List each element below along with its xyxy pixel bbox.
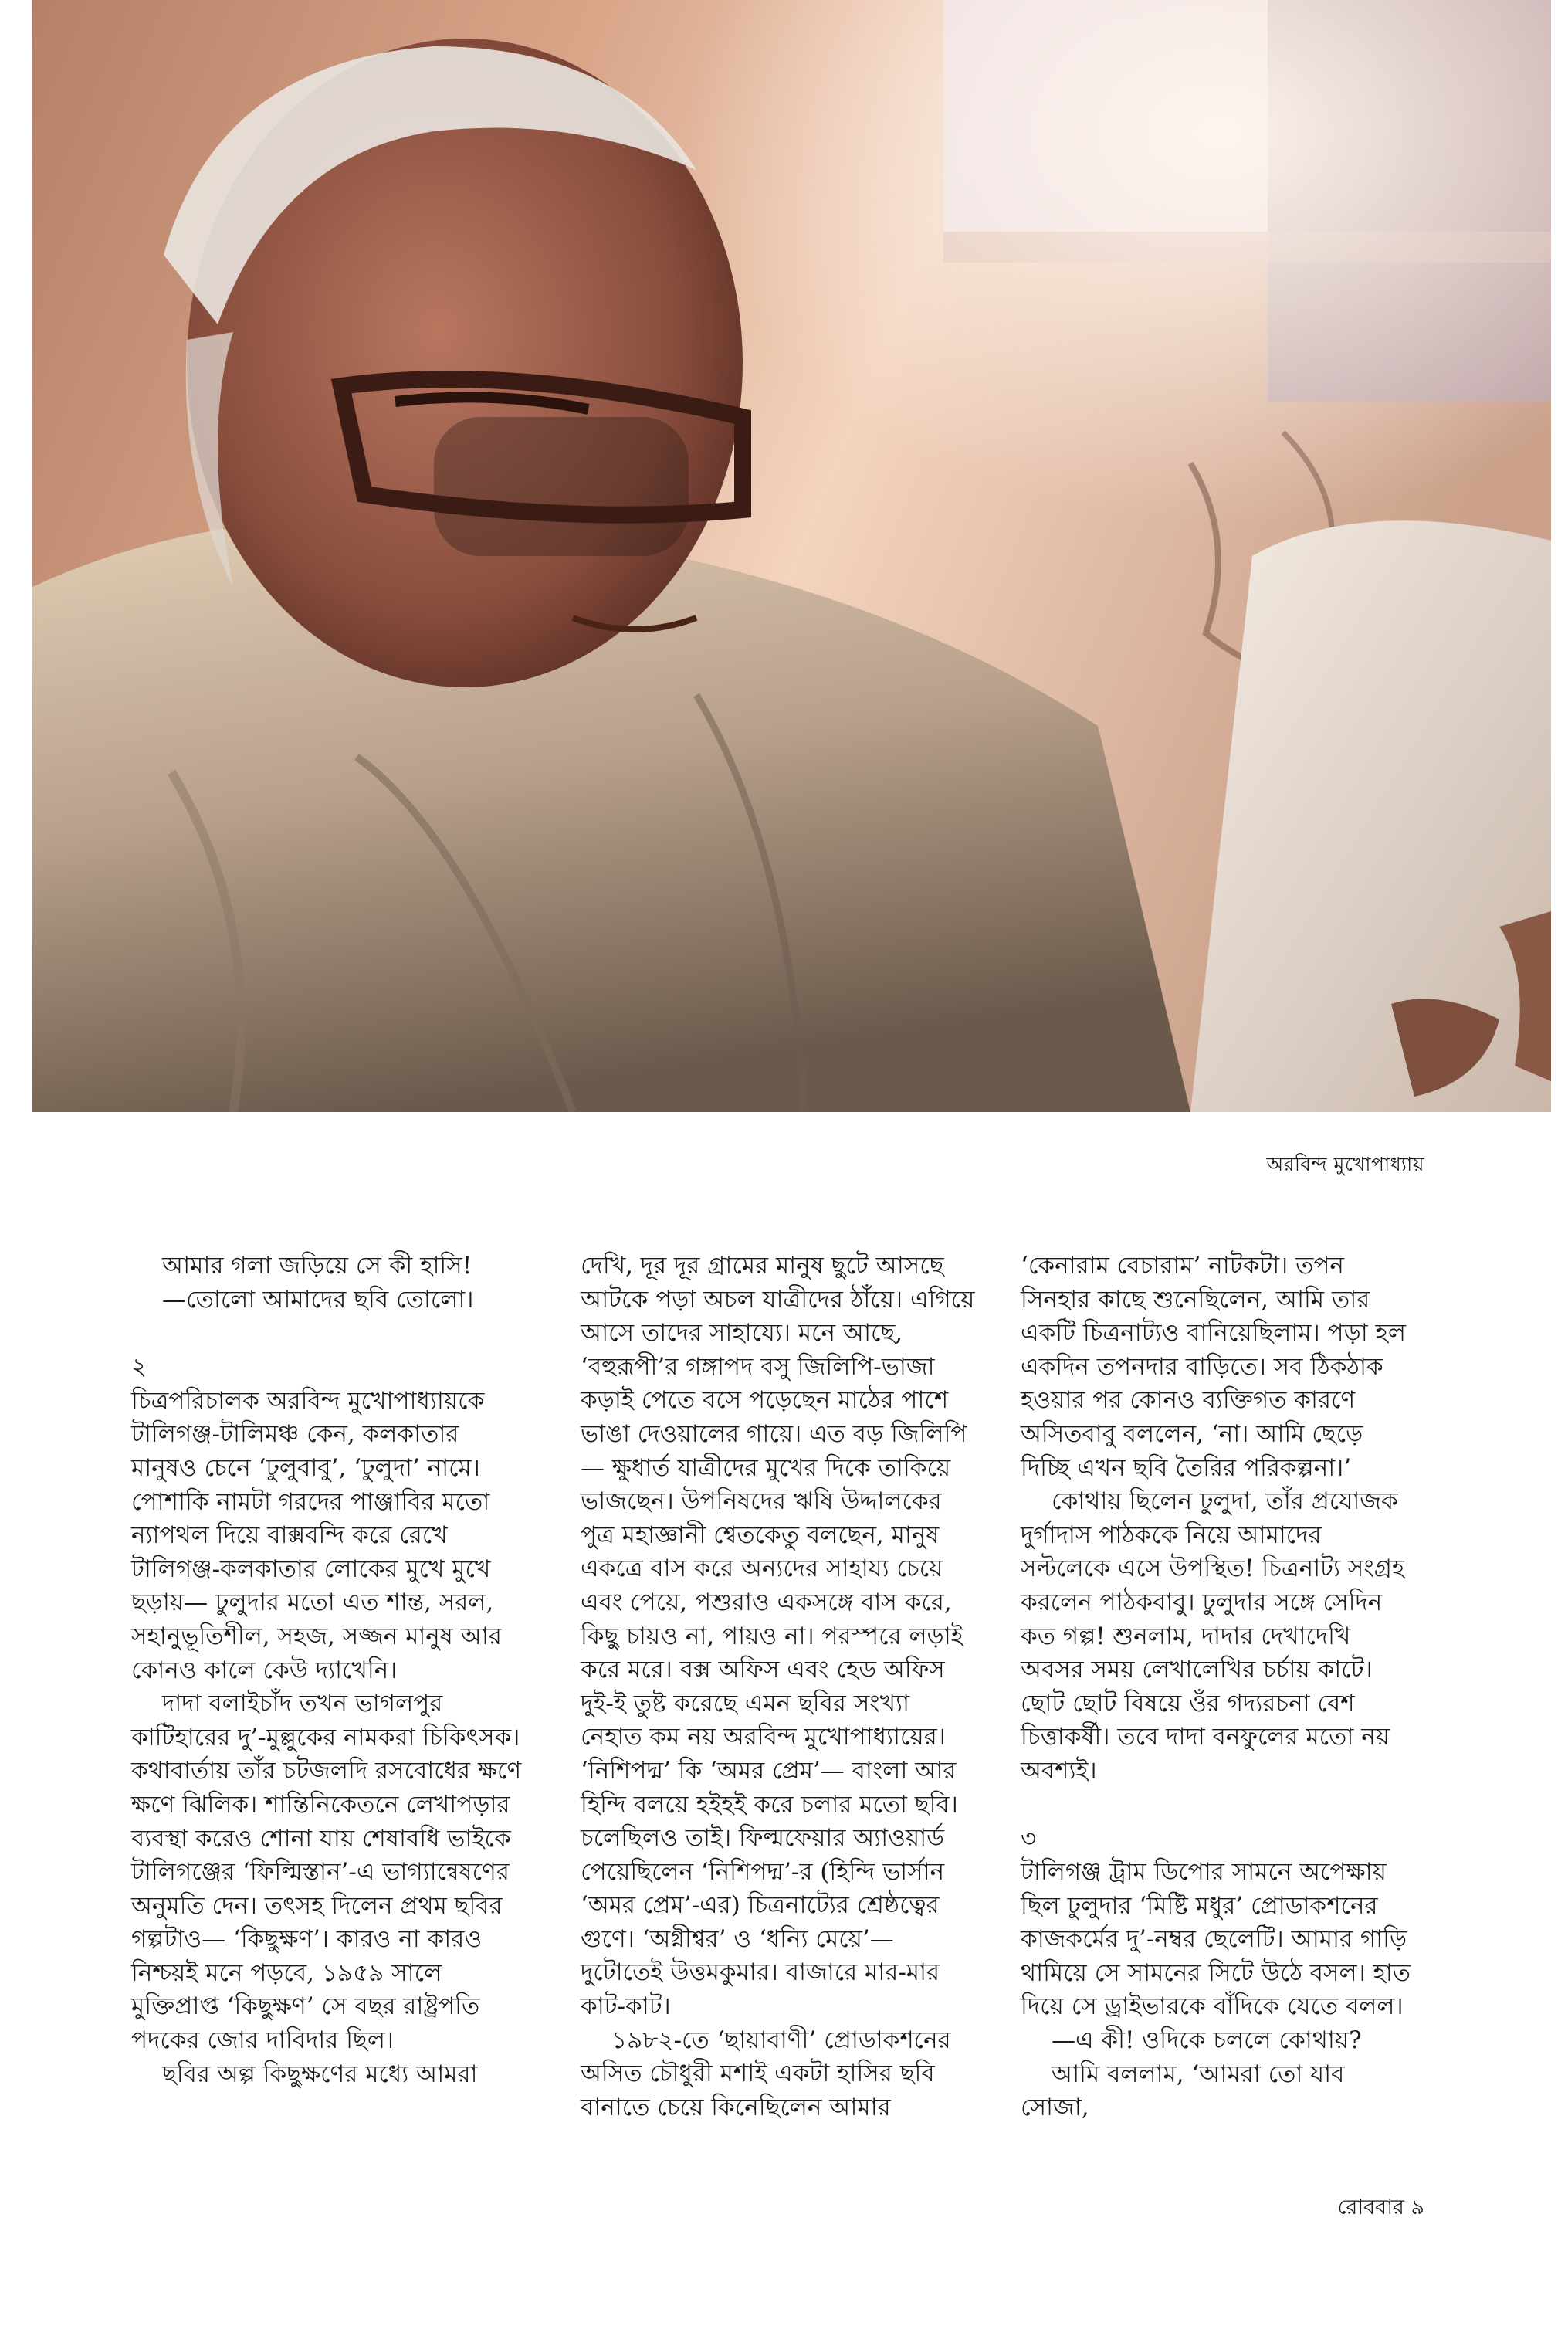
article-column-2: [581, 1249, 976, 2124]
page-footer: রোববার ৯: [1337, 2195, 1424, 2219]
paragraph: ছবির অল্প কিছুক্ষণের মধ্যে আমরা: [162, 2060, 478, 2088]
paragraph: —এ কী! ওদিকে চললে কোথায়?: [1052, 2026, 1362, 2055]
portrait-photo: [32, 0, 1551, 1112]
article-column-3: [1021, 1249, 1416, 2125]
paragraph: দাদা বলাইচাঁদ তখন ভাগলপুর কাটিহারের দু’-মুল্লুকের নামকরা চিকিৎসক। কথাবার্তায় তাঁর চটজলদি রসবোধের ক্ষণে ক্ষণে ঝিলিক। শান্তিনিকেতনে লেখাপড়ার ব্যবস্থা করেও শোনা যায় শেষাবধি ভাইকে টালিগঞ্জের ‘ফিল্মিস্তান’-এ ভাগ্যান্বেষণের অনুমতি দেন। তৎসহ দিলেন প্রথম ছবির গল্পটাও— ‘কিছুক্ষণ’। কারও না কারও নিশ্চয়ই মনে পড়বে, ১৯৫৯ সালে মুক্তিপ্রাপ্ত ‘কিছুক্ষণ’ সে বছর রাষ্ট্রপতি পদকের জোর দাবিদার ছিল।: [131, 1690, 522, 2055]
photo-caption: অরবিন্দ মুখোপাধ্যায়: [1266, 1153, 1424, 1175]
paragraph: আমি বললাম, ‘আমরা তো যাব সোজা,: [1021, 2060, 1345, 2122]
paragraph: আমার গলা জড়িয়ে সে কী হাসি!: [162, 1252, 472, 1280]
paragraph: চিত্রপরিচালক অরবিন্দ মুখোপাধ্যায়কে টালিগঞ্জ-টালিমঞ্চ কেন, কলকাতার মানুষও চেনে ‘ঢুলুবাবু’, ‘ঢুলুদা’ নামে। পোশাকি নামটা গরদের পাঞ্জাবির মতো ন্যাপথল দিয়ে বাক্সবন্দি করে রেখে টালিগঞ্জ-কলকাতার লোকের মুখে মুখে ছড়ায়— ঢুলুদার মতো এত শান্ত, সরল, সহানুভূতিশীল, সহজ, সজ্জন মানুষ আর কোনও কালে কেউ দ্যাখেনি।: [131, 1386, 502, 1684]
article-column-1: [131, 1249, 527, 2091]
photo-illustration: [32, 0, 1551, 1112]
paragraph: কোথায় ছিলেন ঢুলুদা, তাঁর প্রযোজক দুর্গাদাস পাঠককে নিয়ে আমাদের সল্টলেকে এসে উপস্থিত! চিত্রনাট্য সংগ্রহ করলেন পাঠকবাবু। ঢুলুদার সঙ্গে সেদিন কত গল্প! শুনলাম, দাদার দেখাদেখি অবসর সময় লেখালেখির চর্চায় কাটে। ছোট ছোট বিষয়ে ওঁর গদ্যরচনা বেশ চিত্তাকর্ষী। তবে দাদা বনফুলের মতো নয় অবশ্যই।: [1021, 1487, 1405, 1785]
paragraph: টালিগঞ্জ ট্রাম ডিপোর সামনে অপেক্ষায় ছিল ঢুলুদার ‘মিষ্টি মধুর’ প্রোডাকশনের কাজকর্মের দু’-নম্বর ছেলেটি। আমার গাড়ি থামিয়ে সে সামনের সিটে উঠে বসল। হাত দিয়ে সে ড্রাইভারকে বাঁদিকে যেতে বলল।: [1021, 1858, 1411, 2021]
section-number: ২: [131, 1353, 147, 1382]
section-number: ৩: [1021, 1824, 1037, 1853]
paragraph: দেখি, দূর দূর গ্রামের মানুষ ছুটে আসছে আটকে পড়া অচল যাত্রীদের ঠাঁয়ে। এগিয়ে আসে তাদের সাহায্যে। মনে আছে, ‘বহুরূপী’র গঙ্গাপদ বসু জিলিপি-ভাজা কড়াই পেতে বসে পড়েছেন মাঠের পাশে ভাঙা দেওয়ালের গায়ে। এত বড় জিলিপি— ক্ষুধার্ত যাত্রীদের মুখের দিকে তাকিয়ে ভাজছেন। উপনিষদের ঋষি উদ্দালকের পুত্র মহাজ্ঞানী শ্বেতকেতু বলছেন, মানুষ একত্রে বাস করে অন্যদের সাহায্য চেয়ে এবং পেয়ে, পশুরাও একসঙ্গে বাস করে, কিছু চায়ও না, পায়ও না। পরস্পরে লড়াই করে মরে। বক্স অফিস এবং হেড অফিস দুই-ই তুষ্ট করেছে এমন ছবির সংখ্যা নেহাত কম নয় অরবিন্দ মুখোপাধ্যায়ের। ‘নিশিপদ্ম’ কি ‘অমর প্রেম’— বাংলা আর হিন্দি বলয়ে হইহই করে চলার মতো ছবি। চলেছিলও তাই। ফিল্মফেয়ার অ্যাওয়ার্ড পেয়েছিলেন ‘নিশিপদ্ম’-র (হিন্দি ভার্সান ‘অমর প্রেম’-এর) চিত্রনাট্যের শ্রেষ্ঠত্বের গুণে। ‘অগ্নীশ্বর’ ও ‘ধন্যি মেয়ে’— দুটোতেই উত্তমকুমার। বাজারে মার-মার কাট-কাট।: [581, 1252, 975, 2021]
paragraph: ‘কেনারাম বেচারাম’ নাটকটা। তপন সিনহার কাছে শুনেছিলেন, আমি তার একটি চিত্রনাট্যও বানিয়েছিলাম। পড়া হল একদিন তপনদার বাড়িতে। সব ঠিকঠাক হওয়ার পর কোনও ব্যক্তিগত কারণে অসিতবাবু বললেন, ‘না। আমি ছেড়ে দিচ্ছি এখন ছবি তৈরির পরিকল্পনা।’: [1021, 1252, 1406, 1482]
paragraph: ১৯৮২-তে ‘ছায়াবাণী’ প্রোডাকশনের অসিত চৌধুরী মশাই একটা হাসির ছবি বানাতে চেয়ে কিনেছিলেন আমার: [581, 2026, 951, 2121]
paragraph: —তোলো আমাদের ছবি তোলো।: [162, 1285, 474, 1314]
